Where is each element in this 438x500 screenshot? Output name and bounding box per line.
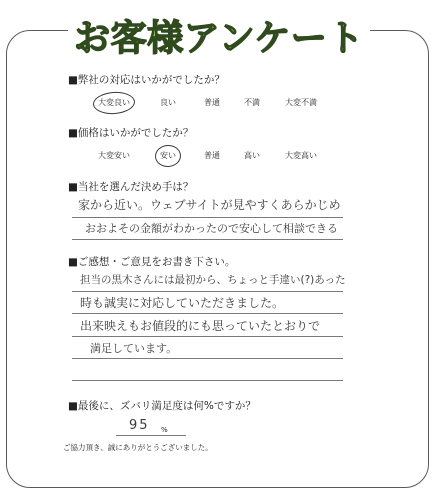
question-heading-service: ■弊社の対応はいかがでしたか？ xyxy=(68,74,225,86)
option-good: 良い xyxy=(160,98,176,107)
option-average: 普通 xyxy=(204,98,220,107)
question-heading-comments: ■ご感想・ご意見をお書き下さい。 xyxy=(68,256,236,268)
option-very-dissatisfied: 大変不満 xyxy=(285,98,317,107)
survey-title-text: お客様アンケート xyxy=(68,19,370,59)
answer-rule xyxy=(72,380,343,381)
answer-rule xyxy=(72,217,343,218)
option-very-good: 大変良い xyxy=(98,98,130,107)
answer-rule xyxy=(72,239,343,240)
option-expensive: 高い xyxy=(244,151,260,160)
answer-rule xyxy=(72,358,343,359)
option-average-price: 普通 xyxy=(204,151,220,160)
handwritten-answer-line: 家から近い。ウェブサイトが見やすくあらかじめ xyxy=(78,198,341,212)
question-heading-price: ■価格はいかがでしたか？ xyxy=(68,127,194,139)
option-very-cheap: 大変安い xyxy=(98,151,130,160)
thank-you-footer: ご協力頂き、誠にありがとうございました。 xyxy=(63,443,213,452)
question-heading-satisfaction: ■最後に、ズバリ満足度は何%ですか？ xyxy=(68,400,256,412)
handwritten-satisfaction-value: 95 xyxy=(129,418,150,433)
option-dissatisfied: 不満 xyxy=(244,98,260,107)
handwritten-answer-line: 時も誠実に対応していただきました。 xyxy=(80,296,285,310)
handwritten-answer-line: おおよその金額がわかったので安心して相談できる xyxy=(85,222,338,235)
handwritten-answer-line: 担当の黒木さんには最初から、ちょっと手違い(?)あった xyxy=(80,274,346,286)
handwritten-answer-line: 出来映えもお値段的にも思っていたとおりで xyxy=(80,319,321,333)
answer-rule xyxy=(72,336,343,337)
option-very-expensive: 大変高い xyxy=(285,151,317,160)
percent-unit: % xyxy=(161,426,168,434)
answer-rule xyxy=(72,313,343,314)
option-cheap: 安い xyxy=(160,151,176,160)
handwritten-answer-line: 満足しています。 xyxy=(90,342,178,355)
question-heading-reason: ■当社を選んだ決め手は？ xyxy=(68,181,194,193)
answer-rule xyxy=(72,291,343,292)
survey-title xyxy=(0,19,438,59)
satisfaction-underline xyxy=(116,435,186,436)
